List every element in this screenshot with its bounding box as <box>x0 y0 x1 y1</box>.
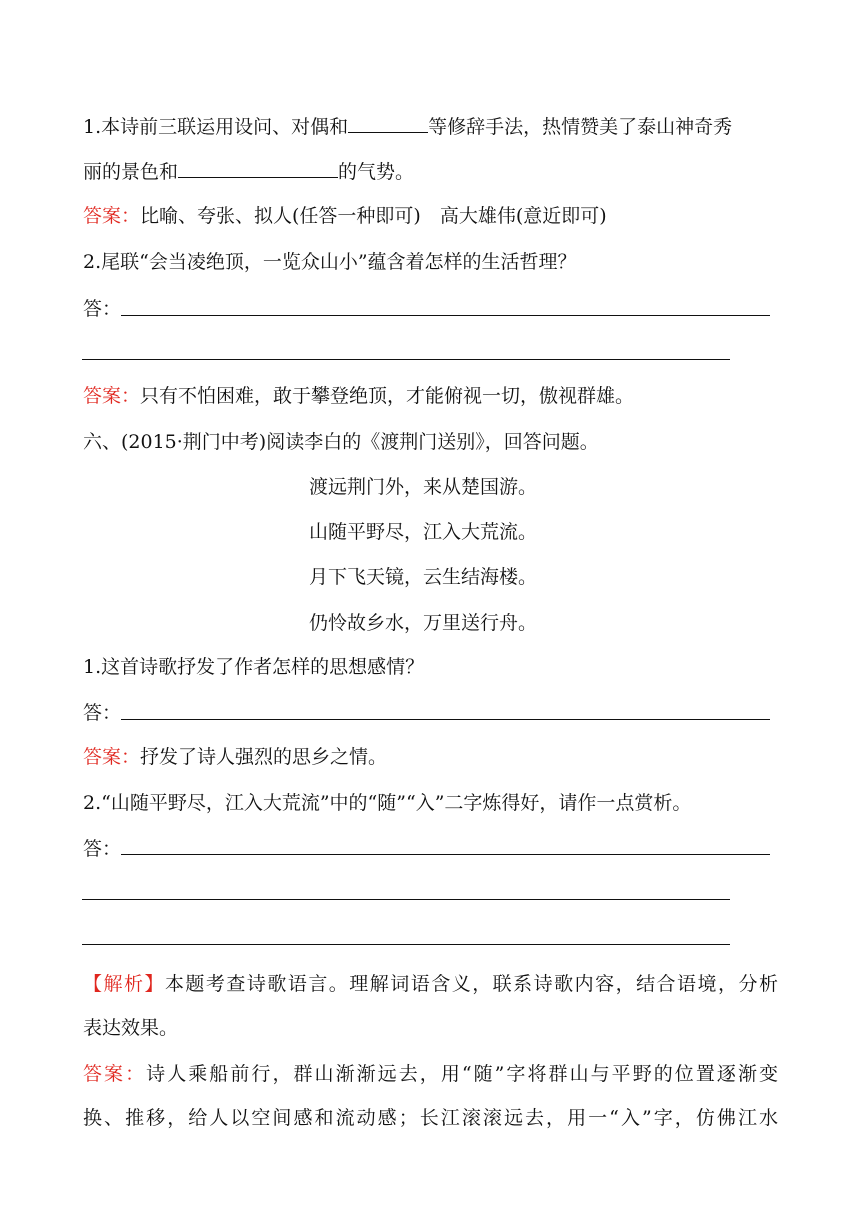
question-1-text-a: 1.本诗前三联运用设问、对偶和 <box>83 116 349 138</box>
answer-line[interactable] <box>82 944 730 945</box>
answer-line[interactable] <box>82 899 730 900</box>
answer-label: 答案： <box>83 385 141 407</box>
poem-line: 渡远荆门外，来从楚国游。 <box>309 476 538 498</box>
question-3: 1.这首诗歌抒发了作者怎样的思想感情？ <box>83 656 425 678</box>
poem-line: 仍怜故乡水，万里送行舟。 <box>309 612 538 634</box>
question-1 <box>83 114 732 140</box>
answer-prefix: 答： <box>83 298 122 320</box>
answer-line[interactable] <box>82 359 730 360</box>
poem-line: 月下飞天镜，云生结海楼。 <box>309 566 538 588</box>
answer-text: 比喻、夸张、拟人(任答一种即可) 高大雄伟(意近即可) <box>140 205 607 227</box>
answer-line[interactable] <box>121 854 770 855</box>
answer-3 <box>83 744 387 770</box>
question-1-text-c: 丽的景色和 <box>83 161 179 183</box>
answer-1 <box>83 203 607 229</box>
question-4: 2.“山随平野尽，江入大荒流”中的“随”“入”二字炼得好，请作一点赏析。 <box>83 792 692 814</box>
answer-4 <box>83 1061 778 1087</box>
poem-line: 山随平野尽，江入大荒流。 <box>309 521 538 543</box>
answer-label: 答案： <box>83 1063 147 1085</box>
question-1-cont <box>83 159 414 185</box>
answer-line[interactable] <box>121 719 770 720</box>
analysis-cont: 表达效果。 <box>83 1017 179 1039</box>
answer-prefix: 答： <box>83 702 122 724</box>
section-heading: 六、(2015·荆门中考)阅读李白的《渡荆门送别》，回答问题。 <box>83 431 599 453</box>
answer-2 <box>83 383 634 409</box>
answer-blank-2[interactable] <box>178 161 338 178</box>
question-1-text-d: 的气势。 <box>338 161 415 183</box>
answer-text: 诗人乘船前行，群山渐渐远去，用“随”字将群山与平野的位置逐渐变 <box>146 1063 778 1085</box>
answer-prefix: 答： <box>83 838 122 860</box>
question-1-text-b: 等修辞手法，热情赞美了泰山神奇秀 <box>428 116 733 138</box>
answer-label: 答案： <box>83 205 141 227</box>
analysis <box>83 971 778 997</box>
answer-label: 答案： <box>83 746 141 768</box>
answer-blank-1[interactable] <box>348 116 428 133</box>
answer-line[interactable] <box>121 315 770 316</box>
answer-4-cont: 换、推移，给人以空间感和流动感；长江滚滚远去，用一“入”字，仿佛江水 <box>83 1107 778 1129</box>
analysis-text: 本题考查诗歌语言。理解词语含义，联系诗歌内容，结合语境，分析 <box>164 973 778 995</box>
analysis-label: 【解析】 <box>83 973 165 995</box>
answer-text: 只有不怕困难，敢于攀登绝顶，才能俯视一切，傲视群雄。 <box>140 385 635 407</box>
question-2: 2.尾联“会当凌绝顶，一览众山小”蕴含着怎样的生活哲理？ <box>83 251 577 273</box>
answer-text: 抒发了诗人强烈的思乡之情。 <box>140 746 388 768</box>
